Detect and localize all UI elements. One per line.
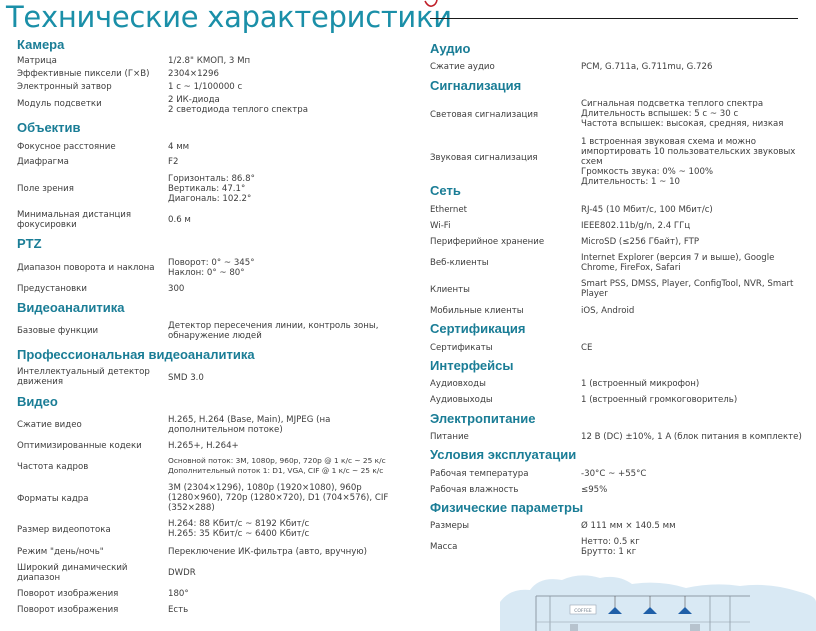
spec-value: SMD 3.0 — [168, 373, 204, 383]
spec-value: Есть — [168, 605, 189, 615]
spec-value: DWDR — [168, 568, 196, 578]
cafe-sign-text: COFFEE — [574, 609, 592, 614]
spec-label: Форматы кадра — [17, 494, 89, 504]
spec-label: Аудиовходы — [430, 379, 486, 389]
spec-value: H.265, H.264 (Base, Main), MJPEG (на дополнительном потоке) — [168, 415, 331, 435]
section-heading-network: Сеть — [430, 183, 461, 198]
spec-label: Диапазон поворота и наклона — [17, 263, 155, 273]
spec-value: CE — [581, 343, 593, 353]
spec-value: 1 (встроенный громкоговоритель) — [581, 395, 738, 405]
spec-value: 1/2.8" КМОП, 3 Мп — [168, 56, 251, 66]
spec-value: Поворот: 0° ~ 345° Наклон: 0° ~ 80° — [168, 258, 255, 278]
spec-label: Поворот изображения — [17, 589, 119, 599]
spec-value: Smart PSS, DMSS, Player, ConfigTool, NVR, Smart Player — [581, 279, 794, 299]
spec-label: Интеллектуальный детектор движения — [17, 367, 150, 387]
spec-value: 300 — [168, 284, 185, 294]
spec-label: Аудиовыходы — [430, 395, 493, 405]
section-heading-alarm: Сигнализация — [430, 78, 522, 93]
spec-value: 1 встроенная звуковая схема и можно импортировать 10 пользовательских звуковых схем Громкость звука: 0% ~ 100% Длительность: 1 ~ 10 — [581, 137, 796, 187]
section-heading-lens: Объектив — [17, 120, 81, 135]
spec-value: H.265+, H.264+ — [168, 441, 239, 451]
spec-value: 4 мм — [168, 142, 190, 152]
spec-label: Веб-клиенты — [430, 258, 489, 268]
spec-value: iOS, Android — [581, 306, 635, 316]
spec-label: Модуль подсветки — [17, 99, 102, 109]
spec-label: Диафрагма — [17, 157, 69, 167]
spec-value: Основной поток: 3M, 1080p, 960p, 720p @ 1 к/с ~ 25 к/с Дополнительный поток 1: D1, VGA, CIF @ 1 к/с ~ 25 к/с — [168, 456, 386, 475]
spec-label: Широкий динамический диапазон — [17, 563, 128, 583]
spec-value: IEEE802.11b/g/n, 2.4 ГГц — [581, 221, 691, 231]
spec-value: 3M (2304×1296), 1080p (1920×1080), 960p (1280×960), 720p (1280×720), D1 (704×576), CIF (352×288) — [168, 483, 389, 513]
spec-value: 2304×1296 — [168, 69, 219, 79]
spec-value: ≤95% — [581, 485, 608, 495]
spec-label: Ethernet — [430, 205, 468, 215]
section-heading-environment: Условия эксплуатации — [430, 447, 577, 462]
spec-value: Детектор пересечения линии, контроль зоны, обнаружение людей — [168, 321, 379, 341]
spec-value: H.264: 88 Кбит/с ~ 8192 Кбит/с H.265: 35 Кбит/с ~ 6400 Кбит/с — [168, 519, 310, 539]
section-heading-physical: Физические параметры — [430, 500, 584, 515]
spec-label: Звуковая сигнализация — [430, 153, 538, 163]
spec-value: Нетто: 0.5 кг Брутто: 1 кг — [581, 537, 640, 557]
spec-value: -30°C ~ +55°C — [581, 469, 647, 479]
spec-label: Матрица — [17, 56, 57, 66]
spec-value: Сигнальная подсветка теплого спектра Длительность вспышек: 5 с ~ 30 с Частота вспышек: высокая, средняя, низкая — [581, 99, 784, 129]
spec-value: 1 с ~ 1/100000 с — [168, 82, 243, 92]
spec-value: 12 В (DC) ±10%, 1 А (блок питания в комплекте) — [581, 432, 802, 442]
spec-value: Ø 111 мм × 140.5 мм — [581, 521, 676, 531]
spec-label: Сжатие видео — [17, 420, 82, 430]
spec-label: Сжатие аудио — [430, 62, 495, 72]
spec-value: PCM, G.711a, G.711mu, G.726 — [581, 62, 713, 72]
section-heading-interfaces: Интерфейсы — [430, 358, 514, 373]
spec-label: Размер видеопотока — [17, 525, 111, 535]
spec-value: Переключение ИК-фильтра (авто, вручную) — [168, 547, 367, 557]
spec-value: 180° — [168, 589, 189, 599]
spec-label: Фокусное расстояние — [17, 142, 116, 152]
spec-label: Световая сигнализация — [430, 110, 539, 120]
header-divider — [430, 18, 798, 19]
section-heading-ptz: PTZ — [17, 236, 42, 251]
spec-value: 1 (встроенный микрофон) — [581, 379, 700, 389]
spec-label: Клиенты — [430, 285, 470, 295]
brand-logo-icon — [424, 0, 438, 8]
spec-value: Internet Explorer (версия 7 и выше), Google Chrome, FireFox, Safari — [581, 253, 775, 273]
section-heading-audio: Аудио — [430, 41, 471, 56]
section-heading-certification: Сертификация — [430, 321, 526, 336]
spec-label: Размеры — [430, 521, 470, 531]
spec-value: RJ-45 (10 Мбит/с, 100 Мбит/с) — [581, 205, 713, 215]
spec-label: Поле зрения — [17, 184, 74, 194]
spec-value: 0.6 м — [168, 215, 191, 225]
spec-label: Предустановки — [17, 284, 87, 294]
spec-label: Частота кадров — [17, 462, 89, 472]
spec-label: Wi-Fi — [430, 221, 451, 231]
spec-label: Сертификаты — [430, 343, 493, 353]
spec-label: Рабочая температура — [430, 469, 529, 479]
spec-label: Масса — [430, 542, 458, 552]
section-heading-camera: Камера — [17, 37, 65, 52]
section-heading-power: Электропитание — [430, 411, 536, 426]
page-title: Технические характеристики — [6, 0, 452, 34]
spec-value: Горизонталь: 86.8° Вертикаль: 47.1° Диагональ: 102.2° — [168, 174, 255, 204]
section-heading-video: Видео — [17, 394, 58, 409]
spec-label: Эффективные пиксели (Г×В) — [17, 69, 150, 79]
spec-label: Базовые функции — [17, 326, 99, 336]
spec-value: 2 ИК-диода 2 светодиода теплого спектра — [168, 95, 308, 115]
spec-label: Поворот изображения — [17, 605, 119, 615]
spec-label: Минимальная дистанция фокусировки — [17, 210, 132, 230]
spec-label: Рабочая влажность — [430, 485, 519, 495]
cafe-illustration — [500, 572, 816, 631]
spec-value: MicroSD (≤256 Гбайт), FTP — [581, 237, 700, 247]
spec-label: Электронный затвор — [17, 82, 112, 92]
section-heading-pro-analytics: Профессиональная видеоаналитика — [17, 347, 255, 362]
section-heading-analytics: Видеоаналитика — [17, 300, 125, 315]
spec-label: Питание — [430, 432, 469, 442]
spec-label: Оптимизированные кодеки — [17, 441, 142, 451]
spec-value: F2 — [168, 157, 179, 167]
spec-label: Периферийное хранение — [430, 237, 545, 247]
spec-label: Мобильные клиенты — [430, 306, 524, 316]
spec-label: Режим "день/ночь" — [17, 547, 104, 557]
